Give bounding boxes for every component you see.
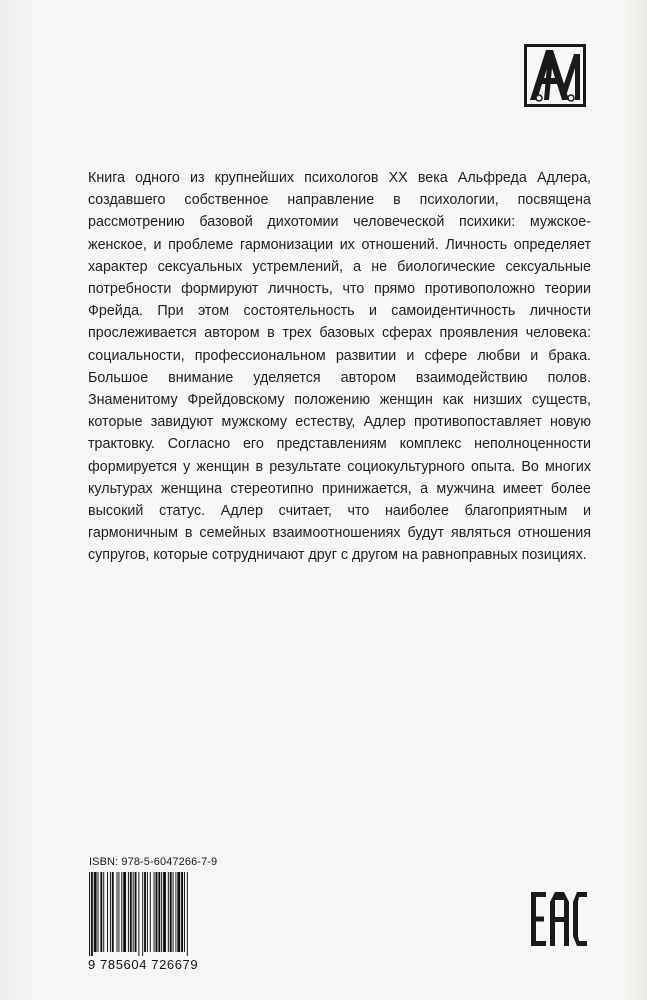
isbn-barcode [88, 872, 221, 956]
publisher-logo-icon [524, 44, 586, 107]
barcode-digits: 9 785604 726679 [88, 957, 199, 972]
eac-conformity-mark-icon [531, 892, 587, 946]
isbn-label: ISBN: 978-5-6047266-7-9 [89, 856, 218, 868]
book-description: Книга одного из крупнейших психологов XX века Альфреда Адлера, создавшего собственное направление в психологии, посвящена рассмотрению базовой дихотомии человеческой психики: мужское-женское, и проблеме гармонизации их отношений. Личность определяет характер сексуальных устремлений, а не биологические сексуальные потребности формируют личность, что прямо противоположно теории Фрейда. При этом состоятельность и самоидентичность личности прослеживается автором в трех базовых сферах проявления человека: социальности, профессиональном развитии и сфере любви и брака. Большое внимание уделяется автором взаимодействию полов. Знаменитому Фрейдовскому положению женщин как низших существ, которые завидуют мужскому естеству, Адлер противопоставляет новую трактовку. Согласно его представлениям комплекс неполноценности формируется у женщин в результате социокультурного опыта. Во многих культурах женщина стереотипно принижается, а мужчина имеет более высокий статус. Адлер считает, что наиболее благоприятным и гармоничным в семейных взаимоотношениях будут являться отношения супругов, которые сотрудничают друг с другом на равноправных позициях. [88, 170, 591, 564]
